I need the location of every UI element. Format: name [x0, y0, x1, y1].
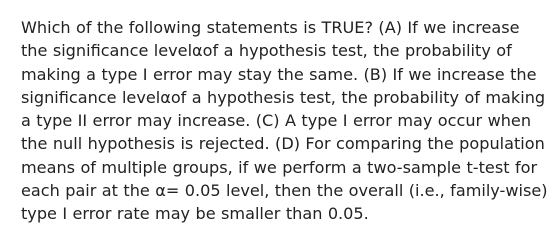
question-text: Which of the following statements is TRUE? (A) If we increase the significance levelαof a hypothesis test, the probability of making a type I error may stay the same. (B) If we increase the significance levelαof a hypothesis test, the probability of making a type II error may increase. (C) A type I error may occur when the null hypothesis is rejected. (D) For comparing the population means of multiple groups, if we perform a two-sample t-test for each pair at the α= 0.05 level, then the overall (i.e., family-wise) type I error rate may be smaller than 0.05. [21, 18, 548, 224]
